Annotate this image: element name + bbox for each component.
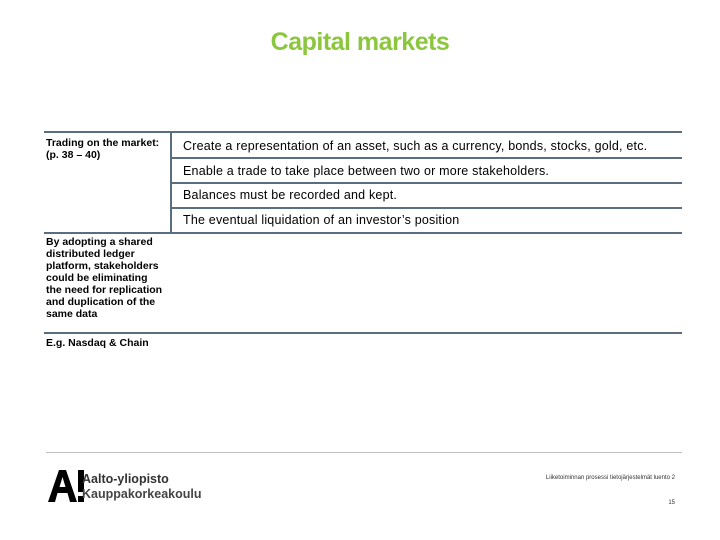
aalto-logo-icon (48, 468, 84, 504)
row-text: Create a representation of an asset, such as a currency, bonds, stocks, gold, etc. (183, 139, 648, 153)
section-label-shared-ledger: By adopting a shared distributed ledger platform, stakeholders could be eliminating the need for replication and duplication of the same data (46, 236, 163, 320)
section-rule (44, 232, 682, 234)
logo-school: Kauppakorkeakoulu (82, 487, 202, 501)
section-rule (44, 332, 682, 334)
row-text: Balances must be recorded and kept. (183, 188, 398, 202)
row-rule (172, 131, 682, 133)
section-label-trading: Trading on the market: (p. 38 – 40) (46, 137, 160, 161)
section-rule (44, 131, 170, 133)
row-rule (172, 182, 682, 184)
course-footer: Liiketoiminnan prosessi tietojärjestelmät luento 2 (545, 475, 675, 481)
logo-university: Aalto-yliopisto (82, 472, 169, 486)
footer-divider (46, 452, 682, 453)
section-label-example: E.g. Nasdaq & Chain (46, 337, 149, 349)
row-text: The eventual liquidation of an investor’s position (183, 213, 460, 227)
row-rule (172, 207, 682, 209)
row-rule (172, 157, 682, 159)
row-text: Enable a trade to take place between two or more stakeholders. (183, 164, 550, 178)
slide-title: Capital markets (270, 28, 450, 56)
page-number: 15 (668, 500, 675, 506)
